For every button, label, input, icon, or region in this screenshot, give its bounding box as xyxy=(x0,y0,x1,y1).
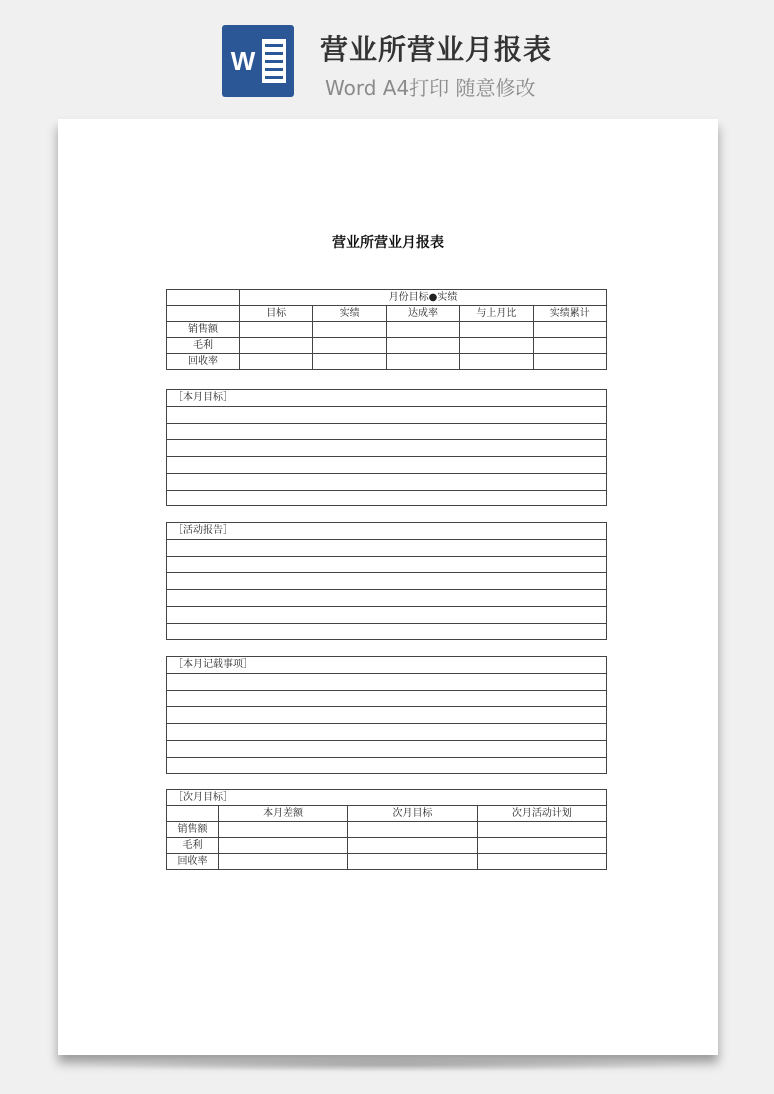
table-cell[interactable] xyxy=(386,338,459,354)
table-row xyxy=(167,354,607,370)
writing-line[interactable] xyxy=(167,424,606,441)
table-row xyxy=(167,854,607,870)
word-app-icon xyxy=(222,25,294,97)
table-cell[interactable] xyxy=(348,838,477,854)
table-cell[interactable] xyxy=(313,354,386,370)
table-cell[interactable] xyxy=(386,354,459,370)
table-cell[interactable] xyxy=(386,322,459,338)
writing-line[interactable] xyxy=(167,707,606,724)
writing-line[interactable] xyxy=(167,573,606,590)
column-header: 本月差额 xyxy=(219,806,348,822)
document-title: 营业所营业月报表 xyxy=(332,235,444,251)
section-heading: ［活动报告］ xyxy=(167,523,606,540)
next-month-goal-table xyxy=(166,789,607,870)
column-header: 达成率 xyxy=(386,306,459,322)
table-row xyxy=(167,322,607,338)
writing-line[interactable] xyxy=(167,741,606,758)
table-row xyxy=(167,306,607,322)
table-cell[interactable] xyxy=(533,338,606,354)
table-row xyxy=(167,790,607,806)
table-cell[interactable] xyxy=(240,322,313,338)
table-cell[interactable] xyxy=(219,838,348,854)
section-heading: ［本月记载事项］ xyxy=(167,657,606,674)
table-cell[interactable] xyxy=(477,854,606,870)
page-subtitle: Word A4打印 随意修改 xyxy=(325,76,536,100)
page-shadow xyxy=(70,1058,706,1072)
column-header: 实绩累计 xyxy=(533,306,606,322)
table-cell[interactable] xyxy=(313,338,386,354)
document-lines-icon xyxy=(262,39,286,83)
activity-report-section xyxy=(166,522,607,640)
writing-line[interactable] xyxy=(167,607,606,624)
table-cell xyxy=(167,306,240,322)
column-header: 次月活动计划 xyxy=(477,806,606,822)
monthly-target-table xyxy=(166,289,607,370)
table-cell[interactable] xyxy=(348,822,477,838)
writing-line[interactable] xyxy=(167,474,606,491)
column-header: 目标 xyxy=(240,306,313,322)
section-heading: ［次月目标］ xyxy=(167,790,607,806)
this-month-notes-section xyxy=(166,656,607,774)
group-header-cell: 月份目标●实绩 xyxy=(240,290,607,306)
writing-line[interactable] xyxy=(167,724,606,741)
header xyxy=(0,0,774,110)
writing-line[interactable] xyxy=(167,674,606,691)
document-page xyxy=(58,119,718,1055)
table-cell[interactable] xyxy=(348,854,477,870)
row-header: 毛利 xyxy=(167,838,219,854)
table-cell[interactable] xyxy=(219,822,348,838)
writing-line[interactable] xyxy=(167,557,606,574)
row-header: 销售额 xyxy=(167,322,240,338)
page-title: 营业所营业月报表 xyxy=(320,33,553,66)
writing-line[interactable] xyxy=(167,491,606,508)
writing-line[interactable] xyxy=(167,457,606,474)
table-row xyxy=(167,806,607,822)
table-cell[interactable] xyxy=(477,838,606,854)
table-cell[interactable] xyxy=(533,354,606,370)
table-cell xyxy=(167,290,240,306)
word-icon-letter: W xyxy=(230,46,256,76)
table-cell[interactable] xyxy=(460,322,533,338)
row-header: 回收率 xyxy=(167,354,240,370)
row-header: 回收率 xyxy=(167,854,219,870)
table-cell[interactable] xyxy=(460,338,533,354)
column-header: 与上月比 xyxy=(460,306,533,322)
column-header: 次月目标 xyxy=(348,806,477,822)
row-header: 销售额 xyxy=(167,822,219,838)
this-month-goal-section xyxy=(166,389,607,506)
table-row xyxy=(167,338,607,354)
table-cell[interactable] xyxy=(313,322,386,338)
table-cell[interactable] xyxy=(477,822,606,838)
writing-line[interactable] xyxy=(167,540,606,557)
table-cell[interactable] xyxy=(240,338,313,354)
table-row xyxy=(167,290,607,306)
table-cell xyxy=(167,806,219,822)
writing-line[interactable] xyxy=(167,624,606,641)
table-row xyxy=(167,822,607,838)
writing-line[interactable] xyxy=(167,407,606,424)
writing-line[interactable] xyxy=(167,758,606,775)
table-cell[interactable] xyxy=(240,354,313,370)
table-cell[interactable] xyxy=(533,322,606,338)
table-cell[interactable] xyxy=(219,854,348,870)
row-header: 毛利 xyxy=(167,338,240,354)
writing-line[interactable] xyxy=(167,590,606,607)
column-header: 实绩 xyxy=(313,306,386,322)
writing-line[interactable] xyxy=(167,691,606,708)
table-cell[interactable] xyxy=(460,354,533,370)
table-row xyxy=(167,838,607,854)
section-heading: ［本月目标］ xyxy=(167,390,606,407)
writing-line[interactable] xyxy=(167,440,606,457)
